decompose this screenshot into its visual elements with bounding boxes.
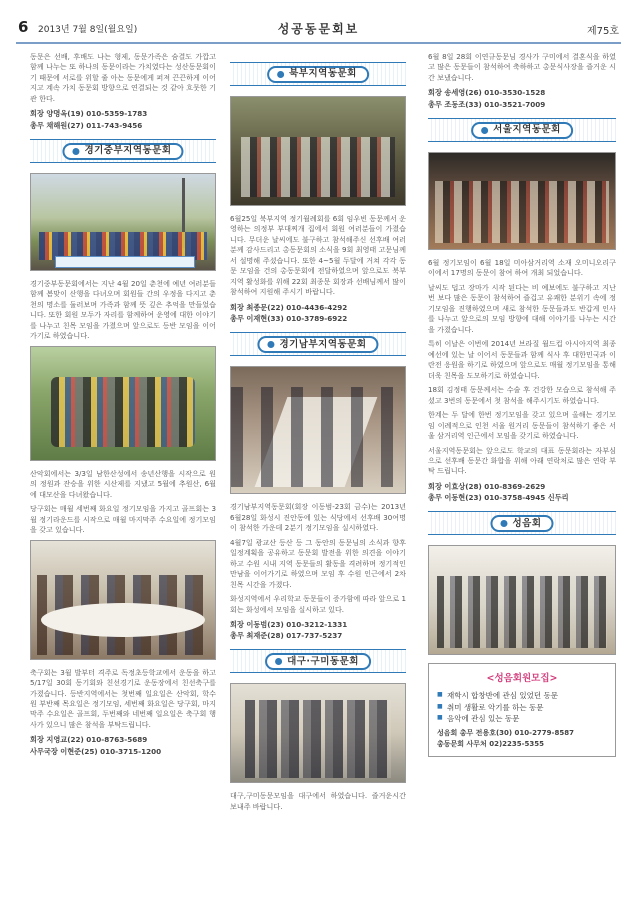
contact-line: 총무 이동현(23) 010-3758-4945 신두리 bbox=[428, 493, 569, 503]
column-right bbox=[428, 52, 616, 757]
contact-line: 총동문회 사무처 02)2235-5355 bbox=[437, 739, 545, 748]
article-text: 축구회는 3월 발부터 격주로 독정초등학교에서 운동을 하고 5/17일 30회 동기회와 친선경기로 운동장에서 친선축구를 가졌습니다. 등반지역에서는 첫번째 일요일은 산악회, 학수원 부반째 목요일은 정기모임, 세번째 화요일은 당구회, 마지막주 수요일은 골프회, 두번째와 네번째 일요일은 축구회 행사가 있으니 많은 참석을 부탁드립니다. bbox=[30, 667, 216, 729]
section-title-pill bbox=[62, 143, 183, 160]
section-title: 서울지역동문회 bbox=[493, 124, 561, 136]
article-text: 서울지역동문회는 앞으로도 학교의 대표 동문회라는 자부심으로 선후배 동문간 화합을 위해 아래 연락처로 많은 연락 부탁 드립니다. bbox=[428, 445, 616, 476]
issue-number: 제75호 bbox=[586, 26, 619, 37]
contact-list bbox=[230, 302, 406, 324]
contact-line: 회장 최종문(22) 010-4436-4292 bbox=[230, 302, 348, 312]
section-title-pill bbox=[267, 66, 369, 83]
issue-date: 2013년 7월 8일(월요일) bbox=[38, 25, 138, 35]
article-text: 동문은 선배, 후배도 나는 형제, 동문가족은 숨결도 가깝고 함께 나누는 또 하나의 동문이라는 가치였다는 성산동문회이기 때문에 서로를 위할 줄 아는 동문에게 퍼져 끈끈하게 이어지고 계속 가치 동문회 방향으로 연결되는 것 같아 흐뭇한 기관 한다. bbox=[30, 52, 216, 103]
section-header-gyeonggi-central bbox=[30, 139, 216, 163]
recruitment-list bbox=[437, 690, 607, 724]
section-header-seoul bbox=[428, 118, 616, 142]
article-text: 특히 이날은 이번에 2014년 브라질 월드컵 아시아지역 최종예선에 있는 날 이어서 동문들과 함께 식사 후 대한민국과 이란전 응원을 하기로 하였으며 앞으로도 매월 정기모임을 통해 더욱 친목을 도모하기로 하였습니다. bbox=[428, 339, 616, 380]
article-text: 경기중부동문회에서는 지난 4월 20일 춘천에 예년 여러분들 함께 봄맞이 산행을 다녀오며 회원들 간의 우정을 다지고 춘천의 명소를 둘러보며 가족과 함께 뜻 깊은 추억을 만들었습니다. 또한 회원 모두가 자리를 함께하여 운영에 대한 이야기를 나누고 친목 모임을 가졌으며 앞으로도 등반 모임을 이어가기로 하였습니다. bbox=[30, 278, 216, 341]
article-text: 화성지역에서 우리학교 동문들이 증가함에 따라 앞으로 1회는 화성에서 모임을 실시하고 있다. bbox=[230, 594, 406, 614]
contact-line: 회장 지영교(22) 010-8763-5689 bbox=[30, 735, 148, 745]
photo-daegu-group bbox=[230, 683, 406, 783]
contact-line: 총무 조동조(33) 010-3521-7009 bbox=[428, 99, 546, 109]
photo-south-dinner bbox=[230, 366, 406, 494]
section-header-daegu-gumi bbox=[230, 649, 406, 673]
newsletter-title: 성공동문회보 bbox=[277, 22, 360, 36]
photo-northern-meeting bbox=[230, 96, 406, 206]
list-item: ■ 음악에 관심 있는 동문 bbox=[437, 713, 607, 724]
contact-line: 총무 이재현(33) 010-3789-6922 bbox=[230, 314, 348, 324]
bullet-dot-icon bbox=[277, 71, 284, 78]
article-text: 한계는 두 달에 한번 정기모임을 갖고 있으며 올해는 경기모임 이례적으로 인천 서울 원거리 동문들이 참석하기 좋은 서울 삼거리역 인근에서 모임을 갖기로 하였습니다. bbox=[428, 410, 616, 441]
article-text: 4월7일 광교산 등산 등 그 동안의 동문님의 소식과 향후 일정계획을 공유하고 동문회 발전을 위한 의견을 이야기하고 수원 시내 지역 동문들의 활동을 격려하며 정기적인 만남을 이어가기로 하였으며 모임 후 수원 인근에서 2차 친목 시간을 가졌다. bbox=[230, 537, 406, 589]
bullet-dot-icon bbox=[481, 127, 488, 134]
photo-group-hiking bbox=[30, 173, 216, 271]
section-title-pill bbox=[490, 515, 553, 532]
contact-list bbox=[30, 734, 216, 756]
photo-seoul-dinner bbox=[428, 152, 616, 250]
article-text: 경기남부지역동문회(회장 이동범-23회 금수)는 2013년6월28일 화성시 진안동에 있는 식당에서 선후배 30여명이 참석한 가운데 2분기 정기모임을 실시하였다. bbox=[230, 502, 406, 533]
section-title-pill bbox=[257, 336, 378, 353]
article-text: 당구회는 매월 세번째 화요일 정기모임을 가지고 골프회는 3월 정기라운드를 시작으로 매월 마지막주 수요일에 정기모임을 갖고 있습니다. bbox=[30, 504, 216, 535]
bullet-dot-icon bbox=[72, 148, 79, 155]
article-text: 대구,구미동문모임을 대구에서 하였습니다. 즐거운시간 보내주 바랍니다. bbox=[230, 791, 406, 811]
section-header-gyeonggi-south bbox=[230, 332, 406, 356]
section-title: 성음회 bbox=[512, 517, 542, 529]
photo-mountain-group bbox=[30, 346, 216, 461]
contact-list bbox=[428, 481, 616, 503]
column-middle bbox=[230, 52, 406, 816]
page-header bbox=[0, 0, 637, 42]
photo-dinner-gathering bbox=[30, 540, 216, 660]
section-title: 북부지역동문회 bbox=[289, 68, 357, 80]
section-title: 경기중부지역동문회 bbox=[84, 145, 172, 157]
article-text: 산악회에서는 3/3일 남한산성에서 송년산행을 시작으로 원의 정원과 잔승을 위한 시산제를 지냈고 5월에 추원산, 6월에 대모산을 다녀왔습니다. bbox=[30, 468, 216, 499]
section-header-choir bbox=[428, 511, 616, 535]
contact-list bbox=[230, 619, 406, 641]
recruitment-box bbox=[428, 663, 616, 756]
photo-detail bbox=[435, 181, 609, 243]
page-number: 6 bbox=[18, 18, 29, 36]
header-rule bbox=[16, 42, 621, 44]
contact-list bbox=[437, 728, 607, 750]
contact-list bbox=[428, 87, 616, 109]
photo-detail bbox=[245, 700, 391, 778]
recruitment-title: <성음회원모집> bbox=[486, 673, 558, 685]
contact-line: 사무국장 이현준(25) 010-3715-1200 bbox=[30, 746, 162, 756]
column-left bbox=[30, 52, 216, 757]
article-text: 6월 8일 28회 이연규동문님 경사가 구미에서 결혼식을 하였고 많은 동문들이 참석하여 축하하고 총문식사장을 즐거운 시간 보냈습니다. bbox=[428, 52, 616, 82]
photo-band-performance bbox=[428, 545, 616, 655]
photo-detail bbox=[55, 256, 195, 268]
contact-line: 총무 채해원(27) 011-743-9456 bbox=[30, 120, 143, 130]
list-item: ■ 재학시 합창반에 관심 있었던 동문 bbox=[437, 690, 607, 701]
article-text: 날씨도 덥고 장마가 시작 된다는 비 예보에도 불구하고 지난번 보다 많은 동문이 참석하여 즐겁고 유쾌한 분위기 속에 정기모임을 진행하였으며 새로 참석한 동문들과도 반갑게 인사를 나누고 앞으로의 모임 방향에 대해 이야기를 나누는 시간을 가졌습니다. bbox=[428, 282, 616, 334]
section-title: 대구·구미동문회 bbox=[287, 655, 359, 667]
contact-line: 성음회 총무 전용호(30) 010-2779-8587 bbox=[437, 729, 574, 738]
section-title-pill bbox=[265, 653, 371, 670]
section-header-northern bbox=[230, 62, 406, 86]
bullet-dot-icon bbox=[500, 520, 507, 527]
bullet-dot-icon bbox=[267, 341, 274, 348]
contact-list bbox=[30, 108, 216, 130]
photo-detail bbox=[231, 387, 405, 487]
photo-detail bbox=[437, 576, 607, 648]
photo-detail bbox=[41, 603, 205, 637]
contact-line: 회장 이효상(28) 010-8369-2629 bbox=[428, 481, 546, 491]
article-text: 18회 김정태 동문께서는 수술 후 건강한 모습으로 참석해 주셨고 3번의 동문에서 첫 참석을 해주시기도 하였습니다. bbox=[428, 385, 616, 405]
list-item: ■ 취미 생활로 악기를 하는 동문 bbox=[437, 702, 607, 713]
contact-line: 회장 이동범(23) 010-3212-1331 bbox=[230, 620, 348, 630]
contact-line: 총무 최재준(28) 017-737-5237 bbox=[230, 631, 343, 641]
article-text: 6월 정기모임이 6월 18일 미아삼거리역 소재 오미니오리구이에서 17명의 동문이 참여 하여 개최 되었습니다. bbox=[428, 257, 616, 278]
section-title-pill bbox=[471, 122, 573, 139]
bullet-dot-icon bbox=[275, 658, 282, 665]
photo-detail bbox=[241, 137, 395, 197]
contact-line: 회장 송세영(26) 010-3530-1528 bbox=[428, 88, 546, 98]
contact-line: 회장 양명옥(19) 010-5359-1783 bbox=[30, 109, 148, 119]
photo-detail bbox=[51, 377, 195, 447]
section-title: 경기남부지역동문회 bbox=[279, 338, 367, 350]
article-text: 6월25일 북부지역 정기월례회를 6회 임우빈 동문께서 운영하는 의정부 부대찌개 집에서 회원 여러분들이 가졌습니다. 무더운 날씨에도 불구하고 참석해주신 선후배 여러분께 감사드리고 총동문회의 소식을 9회 최영태 고문님께서 설명해 주셨습니다. 또한 4~5월 두달에 거쳐 각각 동문 모임을 건의 총동문회에 전달하였으며 앞으로도 북부지역 활성화를 위해 22회 최종문 회장과 선배님께서 많이 참석하여 지원해 주시기 바랍니다. bbox=[230, 214, 406, 297]
